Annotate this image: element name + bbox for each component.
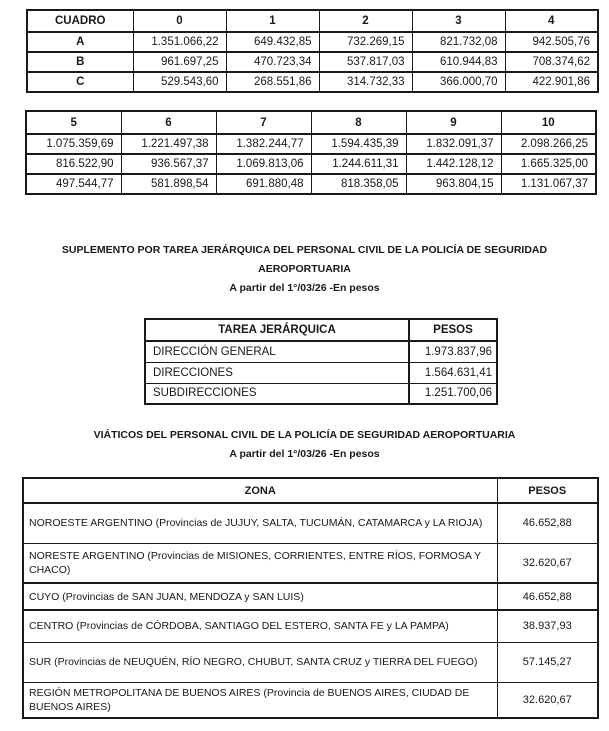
cuadro-table-part1 <box>26 9 599 93</box>
row-label-cell: B <box>27 52 133 72</box>
table-row <box>27 32 598 52</box>
table-row <box>23 503 598 543</box>
column-header: 2 <box>319 10 412 32</box>
tarea-cell: SUBDIRECCIONES <box>145 383 409 404</box>
value-cell: 1.351.066,22 <box>133 32 226 52</box>
column-header-pesos: PESOS <box>409 319 497 341</box>
table-header-row <box>23 478 598 503</box>
value-cell: 963.804,15 <box>406 174 501 194</box>
column-header: 5 <box>26 111 121 134</box>
value-cell: 1.665.325,00 <box>501 154 596 174</box>
value-cell: 1.069.813,06 <box>216 154 311 174</box>
zona-cell: NORESTE ARGENTINO (Provincias de MISIONES, CORRIENTES, ENTRE RÍOS, FORMOSA Y CHACO) <box>23 543 497 583</box>
column-header: 9 <box>406 111 501 134</box>
value-cell: 936.567,37 <box>121 154 216 174</box>
value-cell: 610.944,83 <box>412 52 505 72</box>
value-cell: 268.551,86 <box>226 72 319 92</box>
value-cell: 816.522,90 <box>26 154 121 174</box>
zona-cell: REGIÓN METROPOLITANA DE BUENOS AIRES (Provincia de BUENOS AIRES, CIUDAD DE BUENOS AIRES) <box>23 682 497 718</box>
table-row <box>23 642 598 682</box>
value-cell: 1.131.067,37 <box>501 174 596 194</box>
value-cell: 1.832.091,37 <box>406 134 501 154</box>
zona-cell: CENTRO (Provincias de CÓRDOBA, SANTIAGO DEL ESTERO, SANTA FE y LA PAMPA) <box>23 610 497 642</box>
value-cell: 1.244.611,31 <box>311 154 406 174</box>
table-row <box>26 154 596 174</box>
zona-table <box>22 477 599 719</box>
table-row <box>145 341 497 362</box>
zona-cell: NOROESTE ARGENTINO (Provincias de JUJUY, SALTA, TUCUMÁN, CATAMARCA y LA RIOJA) <box>23 503 497 543</box>
zona-cell: SUR (Provincias de NEUQUÉN, RÍO NEGRO, CHUBUT, SANTA CRUZ y TIERRA DEL FUEGO) <box>23 642 497 682</box>
table-row <box>23 543 598 583</box>
value-cell: 314.732,33 <box>319 72 412 92</box>
pesos-cell: 32.620,67 <box>497 682 598 718</box>
suplemento-subtitle: A partir del 1°/03/26 -En pesos <box>229 282 380 294</box>
viaticos-title: VIÁTICOS DEL PERSONAL CIVIL DE LA POLICÍA DE SEGURIDAD AEROPORTUARIA <box>93 429 516 441</box>
column-header-pesos: PESOS <box>497 478 598 503</box>
table-row <box>23 610 598 642</box>
value-cell: 497.544,77 <box>26 174 121 194</box>
value-cell: 1.594.435,39 <box>311 134 406 154</box>
value-cell: 942.505,76 <box>505 32 598 52</box>
value-cell: 537.817,03 <box>319 52 412 72</box>
value-cell: 366.000,70 <box>412 72 505 92</box>
pesos-cell: 1.251.700,06 <box>409 383 497 404</box>
value-cell: 961.697,25 <box>133 52 226 72</box>
pesos-cell: 1.564.631,41 <box>409 362 497 383</box>
column-header-zona: ZONA <box>23 478 497 503</box>
table-header-row <box>26 111 596 134</box>
cuadro-table-part2 <box>25 110 597 195</box>
tarea-cell: DIRECCIONES <box>145 362 409 383</box>
suplemento-title: SUPLEMENTO POR TAREA JERÁRQUICA DEL PERSONAL CIVIL DE LA POLICÍA DE SEGURIDAD AEROPORTUARIA <box>61 244 548 275</box>
viaticos-subtitle: A partir del 1°/03/26 -En pesos <box>229 448 380 460</box>
column-header: 1 <box>226 10 319 32</box>
column-header: 3 <box>412 10 505 32</box>
table-row <box>26 174 596 194</box>
value-cell: 1.442.128,12 <box>406 154 501 174</box>
tarea-jerarquica-table <box>144 318 498 405</box>
value-cell: 732.269,15 <box>319 32 412 52</box>
value-cell: 422.901,86 <box>505 72 598 92</box>
column-header-tarea: TAREA JERÁRQUICA <box>145 319 409 341</box>
value-cell: 1.382.244,77 <box>216 134 311 154</box>
value-cell: 2.098.266,25 <box>501 134 596 154</box>
column-header: 10 <box>501 111 596 134</box>
value-cell: 708.374,62 <box>505 52 598 72</box>
value-cell: 529.543,60 <box>133 72 226 92</box>
table-header-row <box>27 10 598 32</box>
pesos-cell: 32.620,67 <box>497 543 598 583</box>
pesos-cell: 46.652,88 <box>497 583 598 610</box>
column-header: 6 <box>121 111 216 134</box>
value-cell: 581.898,54 <box>121 174 216 194</box>
table-header-row <box>145 319 497 341</box>
pesos-cell: 57.145,27 <box>497 642 598 682</box>
table-row <box>145 383 497 404</box>
value-cell: 1.221.497,38 <box>121 134 216 154</box>
table-row <box>23 682 598 718</box>
table-row <box>27 52 598 72</box>
column-header: 4 <box>505 10 598 32</box>
value-cell: 649.432,85 <box>226 32 319 52</box>
zona-cell: CUYO (Provincias de SAN JUAN, MENDOZA y SAN LUIS) <box>23 583 497 610</box>
column-header: 7 <box>216 111 311 134</box>
pesos-cell: 1.973.837,96 <box>409 341 497 362</box>
pesos-cell: 46.652,88 <box>497 503 598 543</box>
tarea-cell: DIRECCIÓN GENERAL <box>145 341 409 362</box>
value-cell: 1.075.359,69 <box>26 134 121 154</box>
column-header: 8 <box>311 111 406 134</box>
value-cell: 821.732,08 <box>412 32 505 52</box>
table-row <box>27 72 598 92</box>
value-cell: 470.723,34 <box>226 52 319 72</box>
row-label-cell: C <box>27 72 133 92</box>
column-header: 0 <box>133 10 226 32</box>
table-row <box>145 362 497 383</box>
value-cell: 691.880,48 <box>216 174 311 194</box>
column-header-cuadro: CUADRO <box>27 10 133 32</box>
pesos-cell: 38.937,93 <box>497 610 598 642</box>
value-cell: 818.358,05 <box>311 174 406 194</box>
row-label-cell: A <box>27 32 133 52</box>
table-row <box>26 134 596 154</box>
table-row <box>23 583 598 610</box>
